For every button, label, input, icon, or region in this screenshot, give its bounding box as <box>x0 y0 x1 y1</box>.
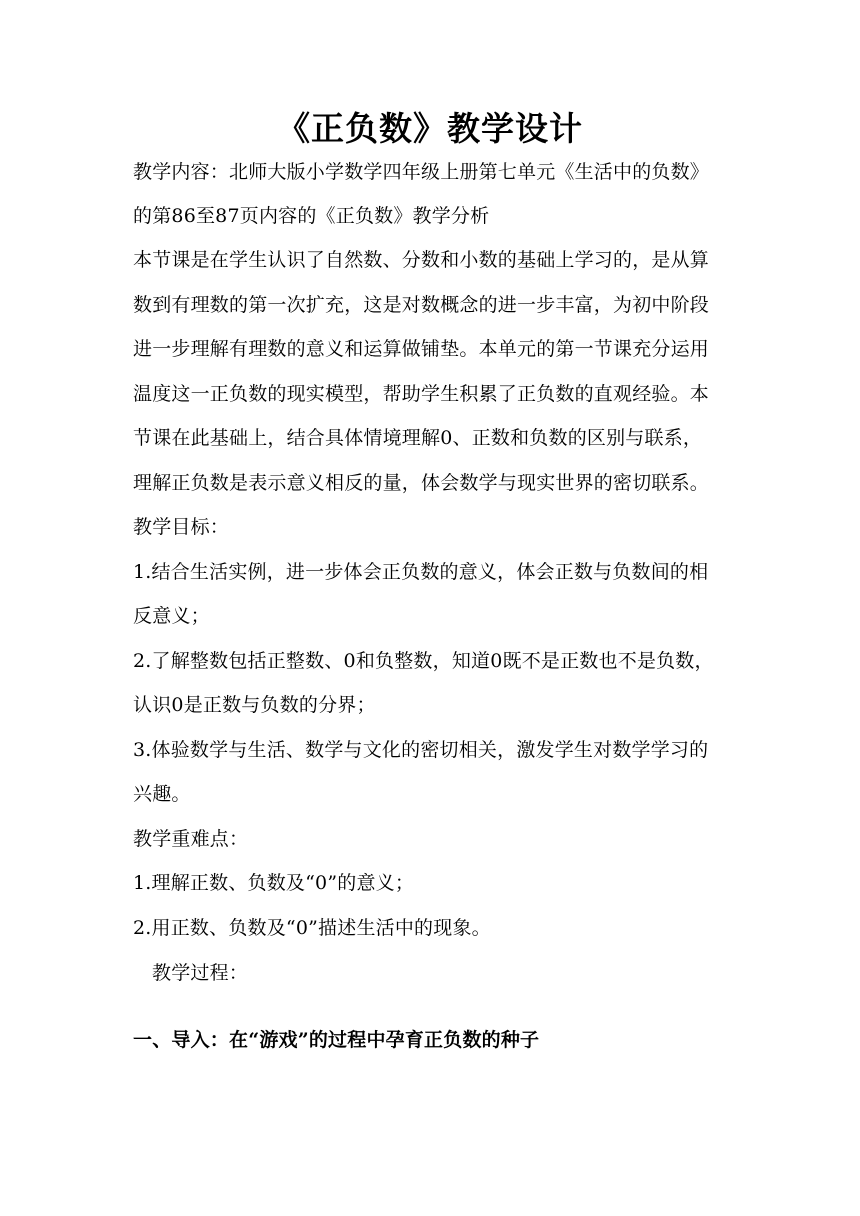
text-line-goal-2b: 认识0是正数与负数的分界； <box>133 694 376 716</box>
text-line-key-point-1: 1.理解正数、负数及“0”的意义； <box>133 872 415 894</box>
text-line-analysis-5: 节课在此基础上，结合具体情境理解0、正数和负数的区别与联系， <box>133 427 703 449</box>
text-line-analysis-3: 进一步理解有理数的意义和运算做铺垫。本单元的第一节课充分运用 <box>133 338 710 360</box>
text-line-content-1: 教学内容：北师大版小学数学四年级上册第七单元《生活中的负数》 <box>133 161 710 183</box>
text-line-analysis-1: 本节课是在学生认识了自然数、分数和小数的基础上学习的，是从算 <box>133 249 710 271</box>
text-line-analysis-2: 数到有理数的第一次扩充，这是对数概念的进一步丰富，为初中阶段 <box>133 294 710 316</box>
section-heading-process: 教学过程： <box>152 962 249 984</box>
text-line-goal-1a: 1.结合生活实例，进一步体会正负数的意义，体会正数与负数间的相 <box>133 561 709 583</box>
document-title: 《正负数》教学设计 <box>277 109 583 148</box>
text-line-goal-1b: 反意义； <box>133 605 210 627</box>
section-heading-key-points: 教学重难点： <box>133 828 249 850</box>
text-line-key-point-2: 2.用正数、负数及“0”描述生活中的现象。 <box>133 917 491 939</box>
text-line-analysis-6: 理解正负数是表示意义相反的量，体会数学与现实世界的密切联系。 <box>133 472 710 494</box>
text-line-analysis-4: 温度这一正负数的现实模型，帮助学生积累了正负数的直观经验。本 <box>133 383 710 405</box>
section-heading-goals: 教学目标： <box>133 516 230 538</box>
section-heading-intro: 一、导入：在“游戏”的过程中孕育正负数的种子 <box>133 1029 540 1051</box>
text-line-goal-2a: 2.了解整数包括正整数、0和负整数，知道0既不是正数也不是负数， <box>133 650 714 672</box>
text-line-content-2: 的第86至87页内容的《正负数》教学分析 <box>133 205 490 227</box>
text-line-goal-3a: 3.体验数学与生活、数学与文化的密切相关，激发学生对数学学习的 <box>133 739 709 761</box>
text-line-goal-3b: 兴趣。 <box>133 783 191 805</box>
